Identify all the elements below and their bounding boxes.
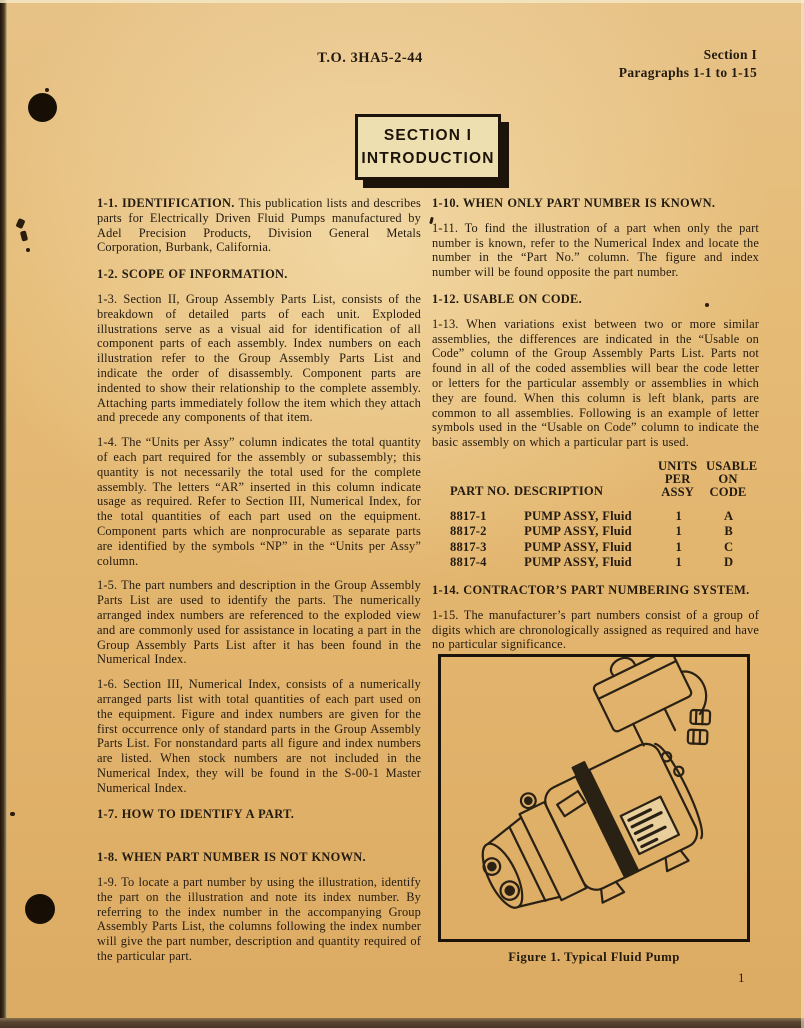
paragraph-1-3: 1-3. Section II, Group Assembly Parts List, consists of the breakdown of detailed parts of each unit. Exploded illustrations serve as a visual aid for identification of all component parts of each assembly. Index numbers on each illustration refer to the Group Assembly Parts List and indicate the order of disassembly. Component parts are indented to show their relationship to the complete assembly. Attaching parts immediately follow the item which they attach and precede any components of that item.: [97, 291, 421, 425]
left-column: [97, 196, 421, 974]
cell-units: 1: [675, 524, 682, 539]
usable-header-line: ON: [718, 471, 738, 486]
paragraph-1-5: 1-5. The part numbers and description in the Group Assembly Parts List are used to identify the parts. The numerically arranged index numbers are referenced to the exploded view and are commonly used for assistance in locating a part in the Group Assembly Parts List after it has been found in the Numerical Index.: [97, 578, 421, 667]
cell-code: B: [724, 524, 733, 539]
heading-1-10: 1-10. WHEN ONLY PART NUMBER IS KNOWN.: [432, 196, 716, 210]
cell-code: D: [723, 555, 734, 570]
cell-units: 1: [675, 508, 682, 523]
table-header-row: [450, 458, 758, 499]
scan-edge-top: [0, 0, 804, 3]
table-row: [450, 509, 750, 525]
units-header-line: UNITS: [658, 458, 698, 473]
scan-edge-bottom: [0, 1018, 804, 1028]
cell-units: 1: [675, 555, 682, 570]
heading-1-14: 1-14. CONTRACTOR’S PART NUMBERING SYSTEM.: [432, 582, 750, 597]
ink-speck: [26, 248, 30, 252]
figure-1-box: [438, 654, 750, 942]
cell-units: 1: [675, 539, 682, 554]
heading-1-7: 1-7. HOW TO IDENTIFY A PART.: [97, 807, 295, 822]
cell-description: PUMP ASSY, Fluid: [524, 524, 632, 539]
cell-description: PUMP ASSY, Fluid: [524, 508, 632, 523]
technical-order-number: T.O. 3HA5-2-44: [317, 50, 423, 66]
paragraph-1-1: [97, 196, 421, 255]
paragraph-1-4: 1-4. The “Units per Assy” column indicates the total quantity of each part required for the assembly or subassembly; this quantity is not necessarily the total used for the complete assembly. The letters “AR” inserted in this column indicate usage as required. Refer to Section III, Numerical Index, for the total quantities of each part used on the equipment. Component parts which are nonprocurable as separate parts are identified by the symbols “NP” in the “Units per Assy” column.: [97, 435, 421, 568]
cell-code: C: [723, 539, 734, 554]
paragraph-1-15: 1-15. The manufacturer’s part numbers consist of a group of digits which are chronologically assigned as required and have no particular significance.: [432, 607, 759, 652]
paragraph-1-1-lead: 1-1. IDENTIFICATION.: [97, 196, 235, 210]
fluid-pump-illustration: [441, 657, 747, 939]
column-header-units-per-assy: [657, 460, 698, 499]
header-paragraph-range: Paragraphs 1-1 to 1-15: [618, 65, 757, 80]
units-header-line: ASSY: [661, 484, 695, 499]
units-header-line: PER: [664, 471, 691, 486]
ink-speck: [15, 218, 25, 229]
ink-speck: [45, 88, 49, 92]
heading-1-12: 1-12. USABLE ON CODE.: [432, 291, 582, 306]
motor-body: [536, 725, 720, 907]
section-banner-line2: INTRODUCTION: [361, 150, 495, 167]
right-column: [432, 196, 759, 662]
ink-speck: [10, 812, 15, 816]
header-section-reference: [619, 46, 757, 82]
heading-1-8: 1-8. WHEN PART NUMBER IS NOT KNOWN.: [97, 850, 366, 865]
cell-part-no: 8817-4: [450, 555, 487, 570]
column-header-usable-on-code: [706, 458, 758, 499]
table-row: [450, 540, 750, 556]
paragraph-1-9: 1-9. To locate a part number by using the illustration, identify the part on the illustration and note its index number. By referring to the index number in the accompanying Group Assembly Parts List, the columns following the index number will give the part number, description and quantity required of the particular part.: [97, 875, 421, 964]
paragraph-1-13: 1-13. When variations exist between two or more similar assemblies, the differences are indicated in the “Usable on Code” column of the Group Assembly Parts List. Parts not found in all of the coded assemblies will bear the code letter or letters for the particular assembly or assemblies in which they are found. When this column is left blank, parts are common to all assemblies. Following is an example of letter symbols used in the “Usable on Code” column to indicate the basic assembly on which a particular part is used.: [432, 316, 759, 450]
heading-1-2: 1-2. SCOPE OF INFORMATION.: [97, 267, 288, 282]
cell-part-no: 8817-3: [450, 539, 487, 554]
usable-header-line: USABLE: [706, 458, 758, 473]
cell-description: PUMP ASSY, Fluid: [524, 555, 632, 570]
table-row: [450, 555, 750, 571]
usable-header-line: CODE: [709, 484, 747, 499]
punch-hole-bottom: [25, 894, 55, 924]
punch-hole-top: [28, 93, 57, 122]
scan-edge-left: [0, 0, 7, 1028]
cell-part-no: 8817-2: [450, 524, 487, 539]
page-number: 1: [738, 970, 745, 985]
section-banner: [355, 114, 501, 180]
table-row: [450, 524, 750, 540]
usable-on-code-example-table: [450, 458, 758, 571]
paragraph-1-11: 1-11. To find the illustration of a part when only the part number is known, refer to the Numerical Index and locate the number in the “Part No.” column. The figure and index number will be found opposite the part number.: [432, 220, 759, 280]
ink-speck: [20, 230, 28, 241]
column-header-description: DESCRIPTION: [513, 484, 604, 499]
section-banner-line1: SECTION I: [383, 127, 473, 144]
table-body: [450, 509, 750, 571]
header-section-label: Section I: [703, 47, 757, 62]
pump-head: [462, 788, 586, 925]
cell-code: A: [723, 508, 734, 523]
cell-part-no: 8817-1: [450, 508, 487, 523]
paragraph-1-6: 1-6. Section III, Numerical Index, consists of a numerically arranged parts list with total quantities of each part used on the equipment. Figure and index numbers are given for the first occurrence only of standard parts in the Group Assembly Parts List. For nonstandard parts all figure and index numbers are listed. When stock numbers are not included in the Numerical Index, they will be found in the S-00-1 Master Numerical Index.: [97, 677, 421, 795]
paragraph-1-1-body: This publication lists and describes parts for Electrically Driven Fluid Pumps manufactured by Adel Precision Products, Division General Metals Corporation, Burbank, California.: [97, 196, 421, 255]
figure-1-caption: Figure 1. Typical Fluid Pump: [508, 950, 680, 964]
column-header-part-no: PART NO.: [450, 484, 510, 499]
cell-description: PUMP ASSY, Fluid: [524, 539, 632, 554]
